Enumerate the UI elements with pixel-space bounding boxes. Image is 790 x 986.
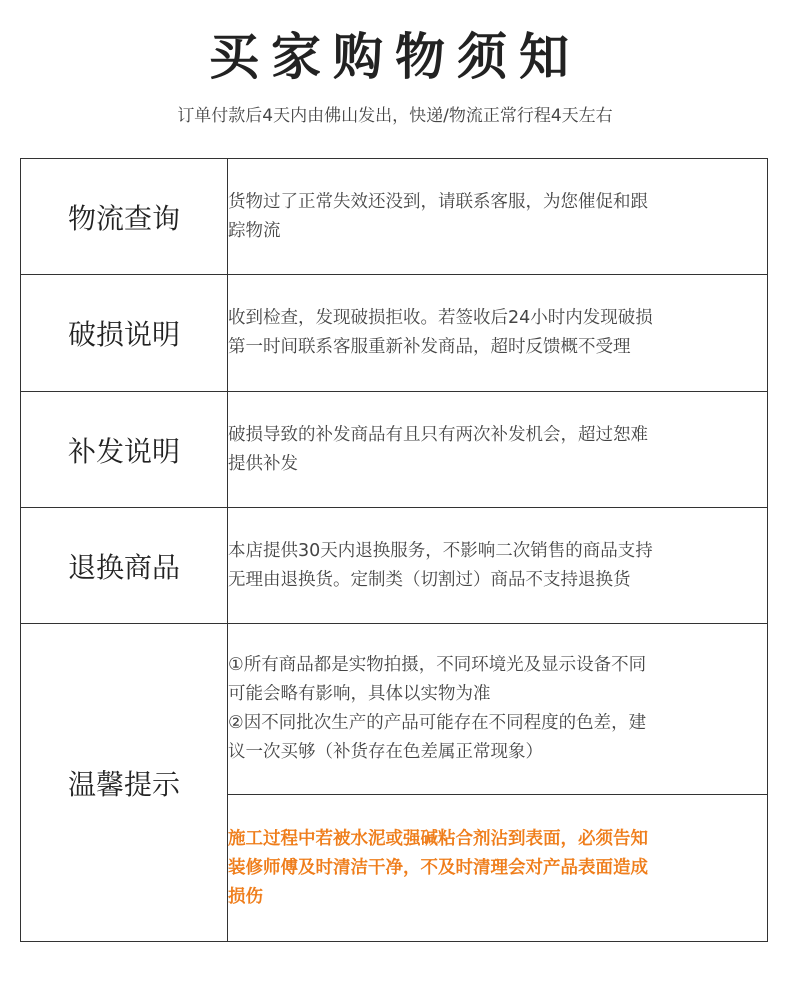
warning-line: 施工过程中若被水泥或强碱粘合剂沾到表面，必须告知 bbox=[228, 828, 648, 849]
row-label-tips: 温馨提示 bbox=[21, 624, 228, 942]
page-subtitle: 订单付款后4天内由佛山发出，快递/物流正常行程4天左右 bbox=[177, 106, 613, 126]
page-title: 买家购物须知 bbox=[209, 28, 581, 86]
content-line: 货物过了正常失效还没到，请联系客服，为您催促和跟 bbox=[228, 191, 648, 212]
row-label-logistics: 物流查询 bbox=[21, 159, 228, 275]
row-content-logistics bbox=[228, 159, 768, 275]
content-line: 本店提供30天内退换服务，不影响二次销售的商品支持 bbox=[228, 540, 653, 561]
row-label-reissue: 补发说明 bbox=[21, 392, 228, 508]
content-line: 可能会略有影响，具体以实物为准 bbox=[228, 684, 491, 704]
table-row-logistics bbox=[21, 159, 768, 275]
table-row-returns bbox=[21, 508, 768, 624]
table-row-tips bbox=[21, 624, 768, 795]
row-label-returns: 退换商品 bbox=[21, 508, 228, 624]
content-line: 踪物流 bbox=[228, 220, 281, 241]
row-label-damage: 破损说明 bbox=[21, 275, 228, 392]
content-line: 破损导致的补发商品有且只有两次补发机会，超过恕难 bbox=[228, 424, 648, 445]
warning-line: 损伤 bbox=[228, 886, 263, 907]
row-content-damage bbox=[228, 275, 768, 392]
row-content-returns bbox=[228, 508, 768, 624]
table-row-reissue bbox=[21, 392, 768, 508]
content-line: ②因不同批次生产的产品可能存在不同程度的色差，建 bbox=[228, 713, 647, 733]
content-line: ①所有商品都是实物拍摄，不同环境光及显示设备不同 bbox=[228, 655, 647, 675]
content-line: 收到检查，发现破损拒收。若签收后24小时内发现破损 bbox=[228, 308, 653, 328]
row-content-tips-notes bbox=[228, 624, 768, 795]
table-row-damage bbox=[21, 275, 768, 392]
content-line: 议一次买够（补货存在色差属正常现象） bbox=[228, 742, 543, 762]
content-line: 第一时间联系客服重新补发商品，超时反馈概不受理 bbox=[228, 337, 631, 357]
warning-line: 装修师傅及时清洁干净，不及时清理会对产品表面造成 bbox=[228, 857, 648, 878]
info-table bbox=[20, 158, 768, 942]
content-line: 提供补发 bbox=[228, 453, 298, 474]
row-content-reissue bbox=[228, 392, 768, 508]
content-line: 无理由退换货。定制类（切割过）商品不支持退换货 bbox=[228, 569, 631, 590]
row-content-tips-warning bbox=[228, 795, 768, 942]
